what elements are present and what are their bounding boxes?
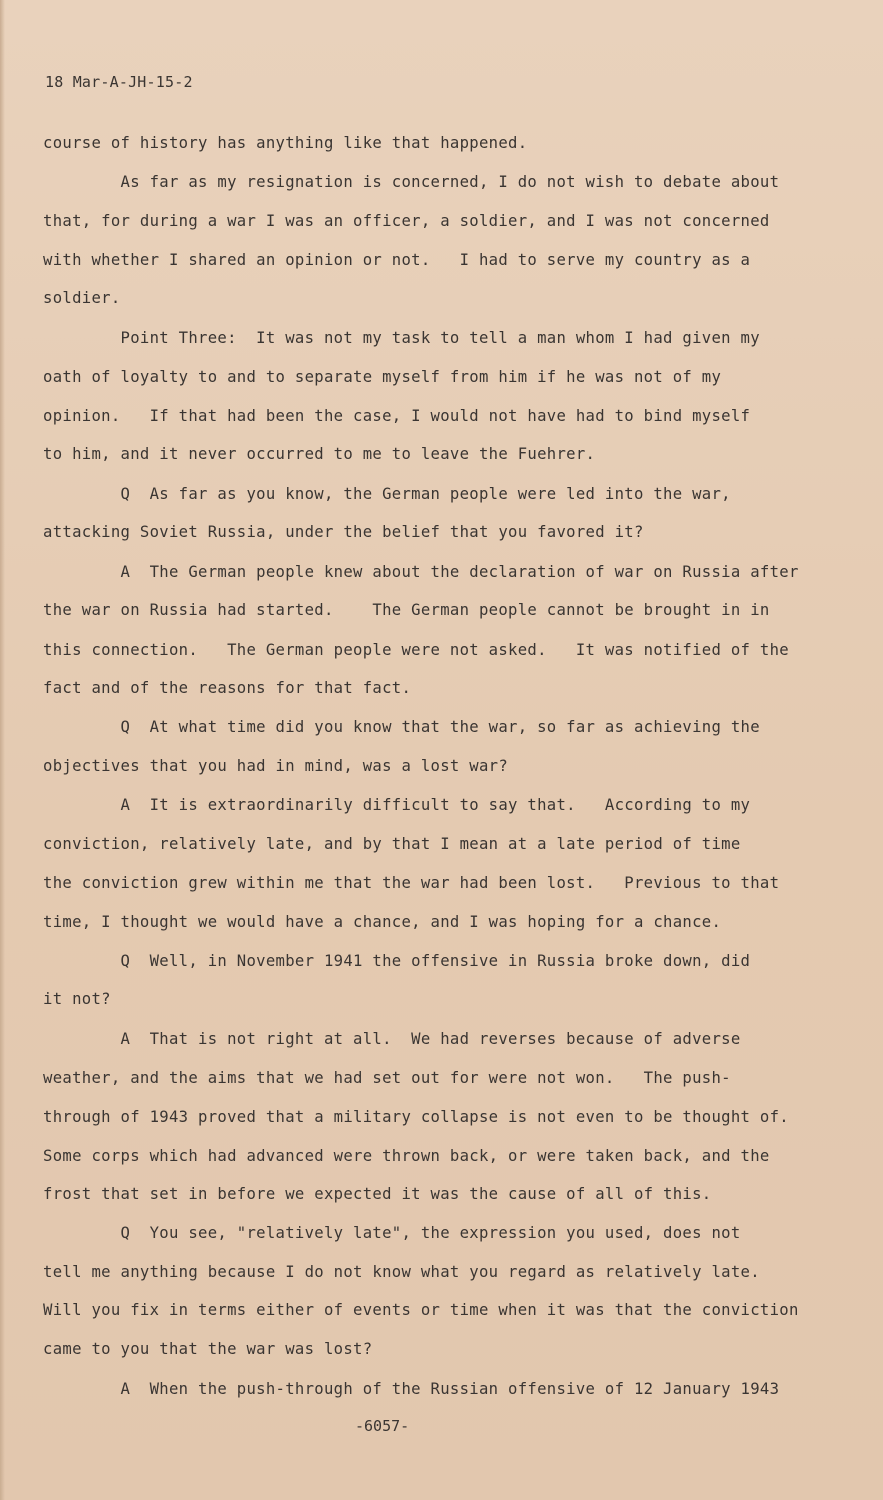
text-line: Some corps which had advanced were thrown back, or were taken back, and the bbox=[43, 1147, 770, 1165]
text-line: opinion. If that had been the case, I would not have had to bind myself bbox=[43, 407, 751, 425]
text-line: conviction, relatively late, and by that I mean at a late period of time bbox=[43, 835, 741, 853]
text-line: fact and of the reasons for that fact. bbox=[43, 679, 412, 697]
text-line: with whether I shared an opinion or not. I had to serve my country as a bbox=[43, 251, 751, 269]
text-line: A That is not right at all. We had reverses because of adverse bbox=[43, 1030, 741, 1048]
text-line: time, I thought we would have a chance, and I was hoping for a chance. bbox=[43, 913, 722, 931]
text-line: A The German people knew about the declaration of war on Russia after bbox=[43, 563, 799, 581]
text-line: Q At what time did you know that the war, so far as achieving the bbox=[43, 718, 760, 736]
text-line: A It is extraordinarily difficult to say that. According to my bbox=[43, 796, 751, 814]
document-header-reference: 18 Mar-A-JH-15-2 bbox=[45, 73, 193, 91]
text-line: it not? bbox=[43, 990, 111, 1008]
text-line: weather, and the aims that we had set out for were not won. The push- bbox=[43, 1069, 731, 1087]
text-line: came to you that the war was lost? bbox=[43, 1340, 373, 1358]
text-line: Q You see, "relatively late", the expression you used, does not bbox=[43, 1224, 741, 1242]
text-line: the war on Russia had started. The German people cannot be brought in in bbox=[43, 601, 770, 619]
text-line: objectives that you had in mind, was a lost war? bbox=[43, 757, 509, 775]
text-line: through of 1943 proved that a military collapse is not even to be thought of. bbox=[43, 1108, 789, 1126]
text-line: As far as my resignation is concerned, I do not wish to debate about bbox=[43, 173, 780, 191]
text-line: Point Three: It was not my task to tell a man whom I had given my bbox=[43, 329, 760, 347]
text-line: attacking Soviet Russia, under the belief that you favored it? bbox=[43, 523, 644, 541]
text-line: frost that set in before we expected it was the cause of all of this. bbox=[43, 1185, 712, 1203]
text-line: to him, and it never occurred to me to leave the Fuehrer. bbox=[43, 445, 596, 463]
text-line: soldier. bbox=[43, 289, 121, 307]
text-line: oath of loyalty to and to separate myself from him if he was not of my bbox=[43, 368, 722, 386]
text-line: Q Well, in November 1941 the offensive in Russia broke down, did bbox=[43, 952, 751, 970]
text-line: tell me anything because I do not know what you regard as relatively late. bbox=[43, 1263, 760, 1281]
text-line: Q As far as you know, the German people were led into the war, bbox=[43, 485, 731, 503]
text-line: A When the push-through of the Russian offensive of 12 January 1943 bbox=[43, 1380, 780, 1398]
page-number: -6057- bbox=[355, 1417, 410, 1435]
text-line: that, for during a war I was an officer, a soldier, and I was not concerned bbox=[43, 212, 770, 230]
text-line: this connection. The German people were not asked. It was notified of the bbox=[43, 641, 789, 659]
text-line: the conviction grew within me that the war had been lost. Previous to that bbox=[43, 874, 780, 892]
page-edge-shadow bbox=[0, 0, 5, 1500]
text-line: Will you fix in terms either of events or time when it was that the conviction bbox=[43, 1301, 799, 1319]
text-line: course of history has anything like that happened. bbox=[43, 134, 528, 152]
